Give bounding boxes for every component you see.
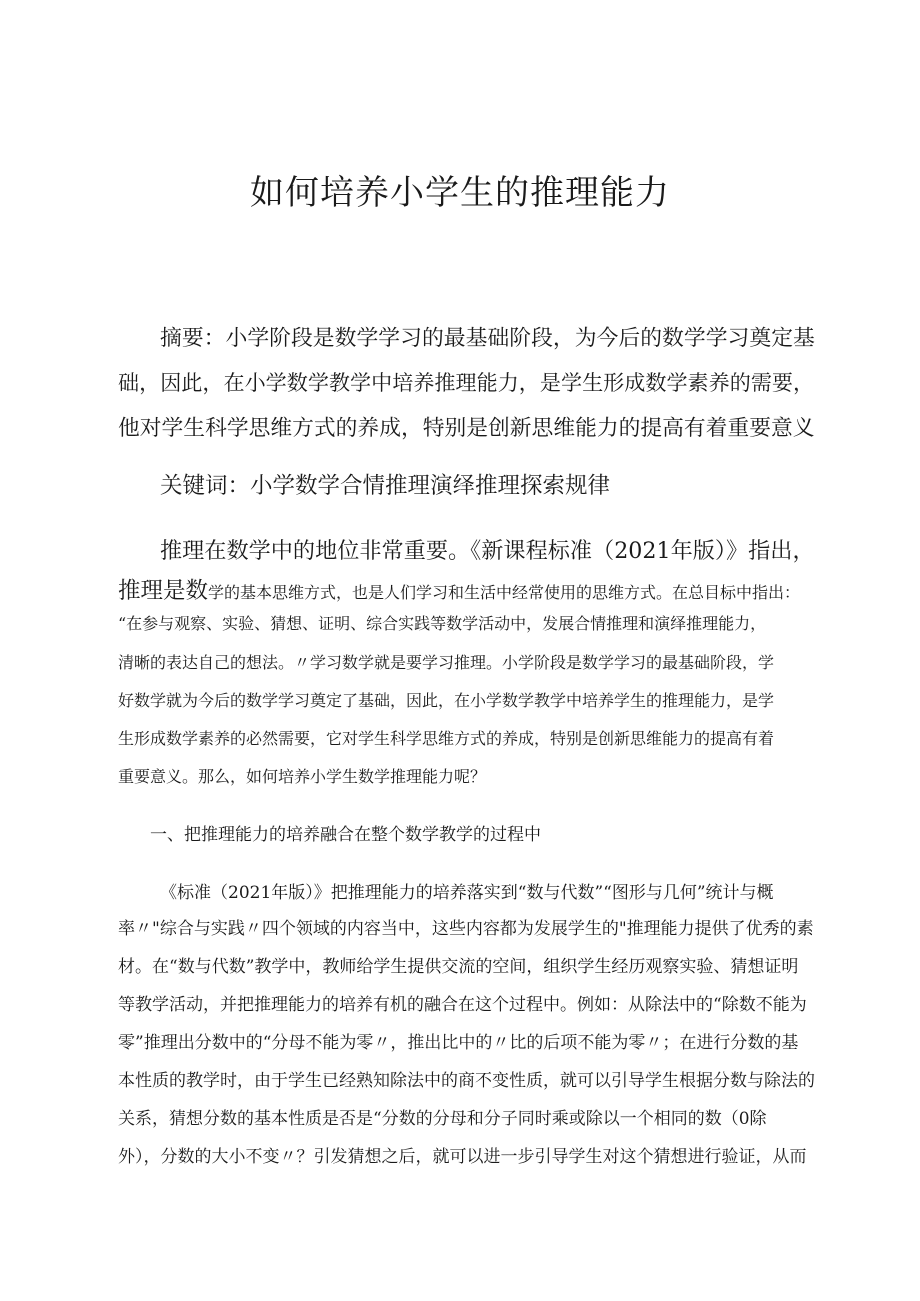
section-1-heading: 一、把推理能力的培养融合在整个数学教学的过程中: [150, 825, 541, 845]
intro-line-2: [118, 573, 800, 605]
section-1-line-5: 零”推理出分数中的“分母不能为零〃，推出比中的〃比的后项不能为零〃；在进行分数的基: [118, 1033, 799, 1053]
section-1-line-4: 等教学活动，并把推理能力的培养有机的融合在这个过程中。例如：从除法中的“除数不能为: [118, 995, 807, 1015]
section-1-line-7: 关系，猜想分数的基本性质是否是“分数的分母和分子同时乘或除以一个相同的数（0除: [118, 1109, 767, 1129]
intro-line-6: 生形成数学素养的必然需要，它对学生科学思维方式的养成，特别是创新思维能力的提高有着: [118, 729, 775, 748]
section-1-line-3: 材。在“数与代数”教学中，教师给学生提供交流的空间，组织学生经历观察实验、猜想证明: [118, 957, 799, 977]
keywords: 关键词：小学数学合情推理演绎推理探索规律: [160, 473, 611, 499]
intro-line-7: 重要意义。那么，如何培养小学生数学推理能力呢？: [118, 767, 487, 786]
abstract-line-2: 础，因此，在小学数学教学中培养推理能力，是学生形成数学素养的需要，: [118, 370, 815, 395]
abstract-line-3: 他对学生科学思维方式的养成，特别是创新思维能力的提高有着重要意义: [118, 416, 815, 441]
intro-line-3: “在参与观察、实验、猜想、证明、综合实践等数学活动中，发展合情推理和演绎推理能力，: [118, 614, 767, 633]
section-1-line-2: 率〃"综合与实践〃四个领域的内容当中，这些内容都为发展学生的"推理能力提供了优秀的素: [118, 919, 814, 939]
document-title: 如何培养小学生的推理能力: [250, 173, 670, 213]
section-1-line-1: 《标准（2021年版）》把推理能力的培养落实到“数与代数”“图形与几何”统计与概: [160, 883, 774, 903]
intro-line-2-rest: 学的基本思维方式，也是人们学习和生活中经常使用的思维方式。在总目标中指出：: [208, 583, 801, 602]
intro-line-5: 好数学就为今后的数学学习奠定了基础，因此，在小学数学教学中培养学生的推理能力，是学: [118, 691, 775, 710]
intro-line-4: 清晰的表达自己的想法。〃学习数学就是要学习推理。小学阶段是数学学习的最基础阶段，学: [118, 653, 775, 672]
section-1-line-6: 本性质的教学时，由于学生已经熟知除法中的商不变性质，就可以引导学生根据分数与除法的: [118, 1071, 815, 1091]
intro-line-2-lead: 推理是数: [118, 578, 209, 604]
section-1-line-8: 外），分数的大小不变〃？引发猜想之后，就可以进一步引导学生对这个猜想进行验证，从而: [118, 1147, 807, 1167]
intro-line-1: 推理在数学中的地位非常重要。《新课程标准（2021年版）》指出，: [160, 538, 815, 564]
abstract-line-1: 摘要：小学阶段是数学学习的最基础阶段，为今后的数学学习奠定基: [160, 326, 815, 351]
